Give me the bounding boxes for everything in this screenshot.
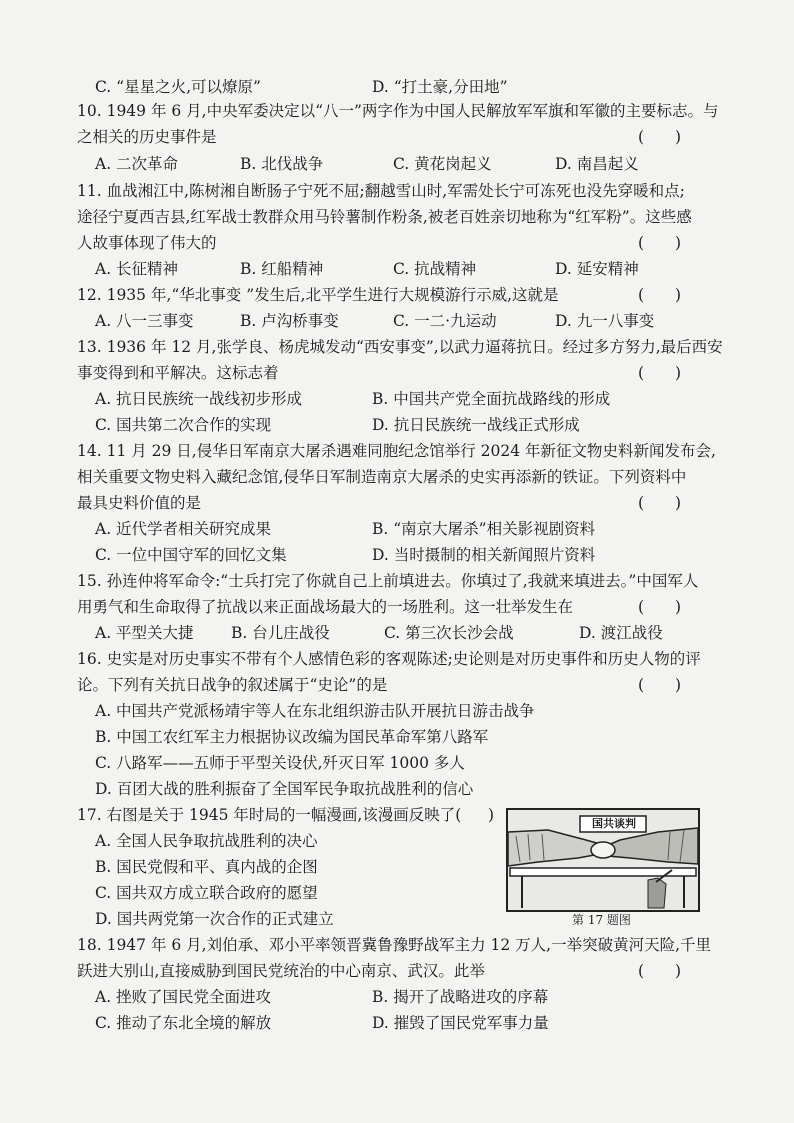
option-a: A. 平型关大捷: [95, 624, 194, 642]
option-a: A. 长征精神: [95, 260, 179, 278]
question-12-stem: 12. 1935 年,“华北事变 ”发生后,北平学生进行大规模游行示威,这就是: [77, 286, 559, 304]
cartoon-figure: [506, 808, 700, 912]
option-a: A. 抗日民族统一战线初步形成: [95, 390, 303, 408]
handshake: [591, 842, 615, 858]
option-b: B. 国民党假和平、真内战的企图: [95, 858, 318, 876]
cartoon-sign-text: 国共谈判: [592, 817, 636, 830]
option-a: A. 中国共产党派杨靖宇等人在东北组织游击队开展抗日游击战争: [95, 702, 535, 720]
answer-blank: ( ): [638, 598, 682, 616]
option-c: C. 第三次长沙会战: [384, 624, 514, 642]
answer-blank: ): [488, 806, 495, 824]
option-b: B. 中国共产党全面抗战路线的形成: [372, 390, 611, 408]
answer-blank: ( ): [638, 234, 682, 252]
option-a: A. 八一三事变: [95, 312, 194, 330]
left-arm: [508, 830, 600, 866]
question-14-stem-cont: 最具史料价值的是: [77, 494, 202, 512]
question-13-stem-cont: 事变得到和平解决。这标志着: [77, 364, 279, 382]
option-c: C. 黄花岗起义: [393, 155, 492, 173]
option-c: C. 八路军——五师于平型关设伏,歼灭日军 1000 多人: [95, 754, 465, 772]
option-c: C. “星星之火,可以燎原”: [95, 78, 261, 96]
question-18-stem-cont: 跃进大别山,直接威胁到国民党统治的中心南京、武汉。此举: [77, 962, 485, 980]
option-d: D. 国共两党第一次合作的正式建立: [95, 910, 334, 928]
answer-blank: ( ): [638, 494, 682, 512]
question-14-stem-cont: 相关重要文物史料入藏纪念馆,侵华日军制造南京大屠杀的史实再添新的铁证。下列资料中: [77, 468, 687, 486]
option-a: A. 挫败了国民党全面进攻: [95, 988, 272, 1006]
question-18-stem: 18. 1947 年 6 月,刘伯承、邓小平率领晋冀鲁豫野战军主力 12 万人,一举突破黄河天险,千里: [77, 936, 712, 954]
figure-caption: 第 17 题图: [572, 913, 631, 927]
option-d: D. 南昌起义: [555, 155, 639, 173]
question-11-stem-cont: 人故事体现了伟大的: [77, 234, 217, 252]
option-b: B. 北伐战争: [240, 155, 324, 173]
answer-blank: ( ): [638, 962, 682, 980]
option-c: C. 一位中国守军的回忆文集: [95, 546, 287, 564]
option-c: C. 推动了东北全境的解放: [95, 1014, 272, 1032]
option-d: D. 当时摄制的相关新闻照片资料: [372, 546, 596, 564]
option-d: D. 延安精神: [555, 260, 639, 278]
option-b: B. 中国工农红军主力根据协议改编为国民革命军第八路军: [95, 728, 489, 746]
option-d: D. “打土豪,分田地”: [372, 78, 508, 96]
option-b: B. 揭开了战略进攻的序幕: [372, 988, 549, 1006]
option-d: D. 摧毁了国民党军事力量: [372, 1014, 549, 1032]
question-10-stem: 10. 1949 年 6 月,中央军委决定以“八一”两字作为中国人民解放军军旗和军徽的主要标志。与: [77, 102, 719, 120]
question-11-stem: 11. 血战湘江中,陈树湘自断肠子宁死不屈;翻越雪山时,军需处长宁可冻死也没先穿暖和点;: [77, 182, 685, 200]
question-15-stem-cont: 用勇气和生命取得了抗战以来正面战场最大的一场胜利。这一壮举发生在: [77, 598, 574, 616]
option-a: A. 近代学者相关研究成果: [95, 520, 272, 538]
option-c: C. 国共第二次合作的实现: [95, 416, 272, 434]
option-c: C. 国共双方成立联合政府的愿望: [95, 884, 318, 902]
option-c: C. 抗战精神: [393, 260, 477, 278]
option-d: D. 九一八事变: [555, 312, 655, 330]
option-b: B. 红船精神: [240, 260, 324, 278]
option-a: A. 二次革命: [95, 155, 179, 173]
option-b: B. “南京大屠杀”相关影视剧资料: [372, 520, 596, 538]
option-a: A. 全国人民争取抗战胜利的决心: [95, 832, 318, 850]
question-11-stem-cont: 途径宁夏西吉县,红军战士教群众用马铃薯制作粉条,被老百姓亲切地称为“红军粉”。这些感: [77, 208, 692, 226]
question-14-stem: 14. 11 月 29 日,侵华日军南京大屠杀遇难同胞纪念馆举行 2024 年新征文物史料新闻发布会,: [77, 442, 716, 460]
question-13-stem: 13. 1936 年 12 月,张学良、杨虎城发动“西安事变”,以武力逼蒋抗日。经过多方努力,最后西安: [77, 338, 723, 356]
option-d: D. 抗日民族统一战线正式形成: [372, 416, 580, 434]
option-b: B. 卢沟桥事变: [240, 312, 339, 330]
answer-blank: ( ): [638, 676, 682, 694]
option-d: D. 百团大战的胜利振奋了全国军民争取抗战胜利的信心: [95, 780, 474, 798]
question-16-stem: 16. 史实是对历史事实不带有个人感情色彩的客观陈述;史论则是对历史事件和历史人物的评: [77, 650, 701, 668]
answer-blank: ( ): [638, 286, 682, 304]
question-15-stem: 15. 孙连仲将军命令:“士兵打完了你就自己上前填进去。你填过了,我就来填进去。”中国军人: [77, 572, 699, 590]
option-b: B. 台儿庄战役: [231, 624, 330, 642]
question-10-stem-cont: 之相关的历史事件是: [77, 128, 217, 146]
answer-blank: ( ): [638, 364, 682, 382]
option-c: C. 一二·九运动: [393, 312, 497, 330]
answer-blank: ( ): [638, 128, 682, 146]
question-17-stem: 17. 右图是关于 1945 年时局的一幅漫画,该漫画反映了(: [77, 806, 462, 824]
option-d: D. 渡江战役: [579, 624, 663, 642]
right-arm: [606, 828, 698, 864]
question-16-stem-cont: 论。下列有关抗日战争的叙述属于“史论”的是: [77, 676, 388, 694]
